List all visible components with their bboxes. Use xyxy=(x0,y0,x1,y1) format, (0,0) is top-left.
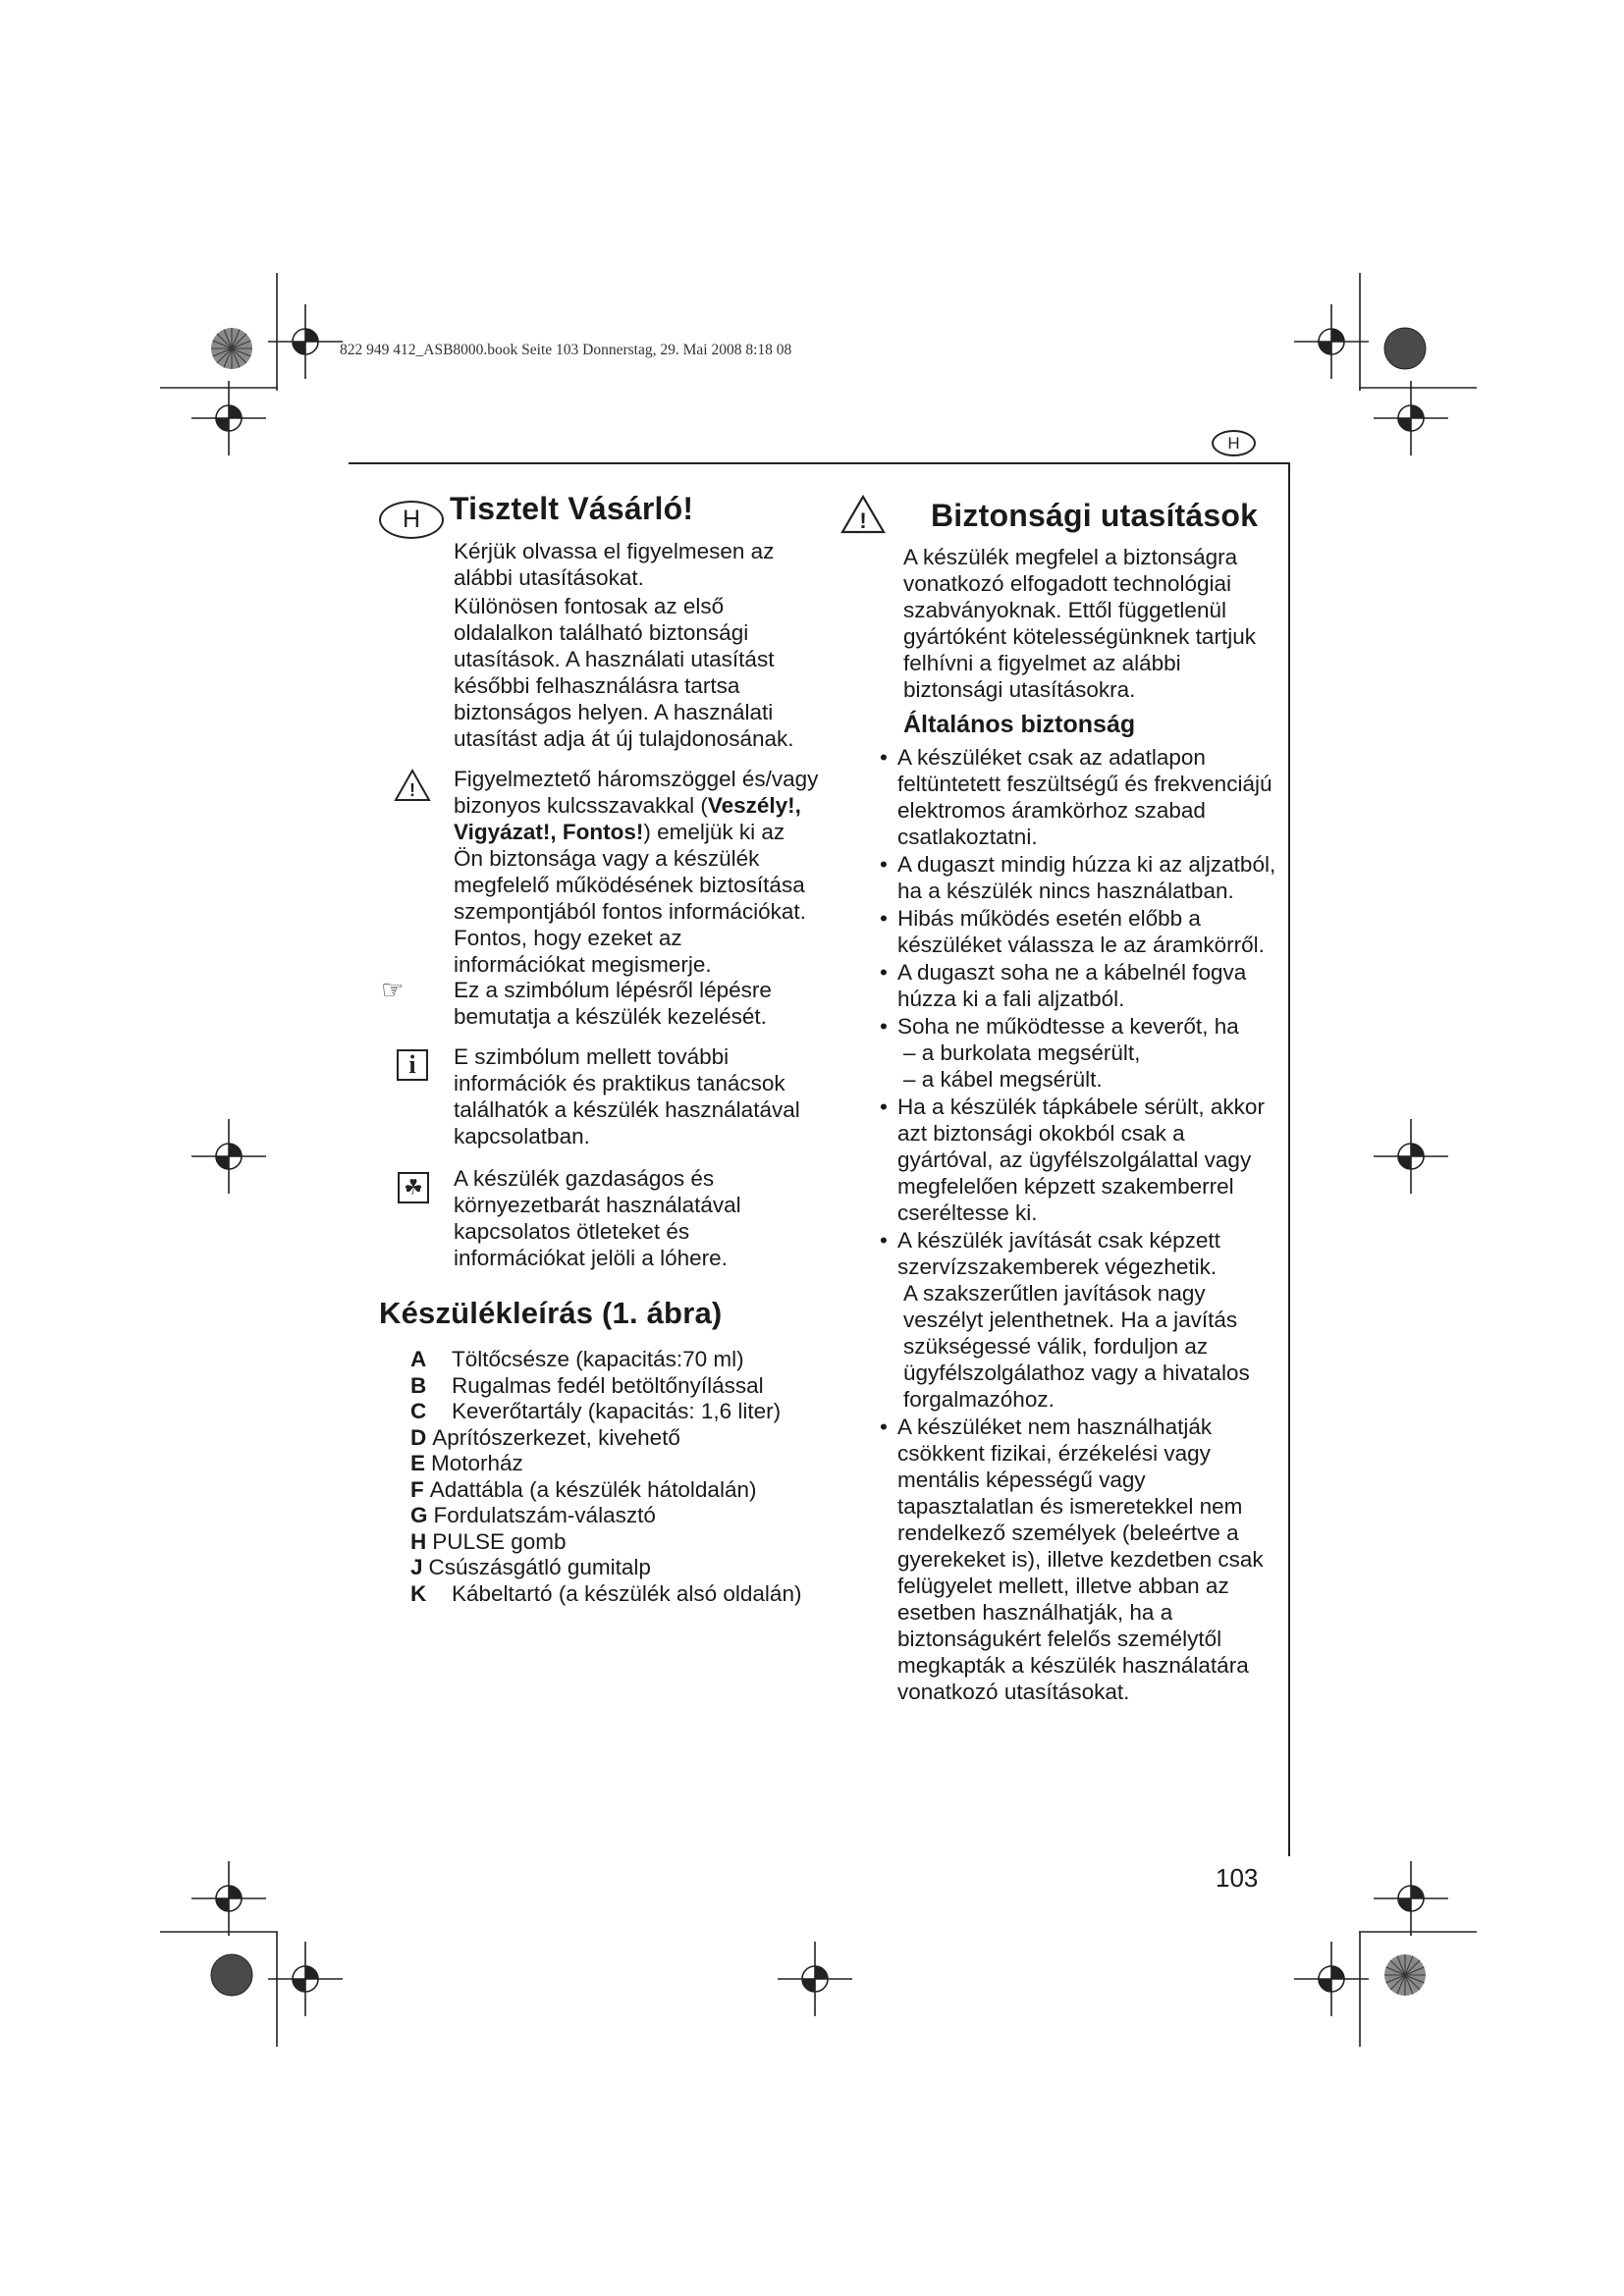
sub-item: – a kábel megsérült. xyxy=(903,1067,1103,1092)
list-item: F Adattábla (a készülék hátoldalán) xyxy=(410,1476,757,1502)
warning-paragraph: Figyelmeztető háromszöggel és/vagy bizonyos kulcsszavakkal (Veszély!, Vigyázat!, Fontos!) emeljük ki az Ön biztonsága vagy a készülék megfelelő működésének biztosítása szempontjából fontos információkat. Fontos, hogy ezeket az információkat megismerje. xyxy=(454,767,819,977)
safety-title: Biztonsági utasítások xyxy=(931,498,1259,533)
svg-text:!: ! xyxy=(409,780,415,800)
list-item: G Fordulatszám-választó xyxy=(410,1503,656,1527)
page-title: Tisztelt Vásárló! xyxy=(450,491,694,526)
country-badge: H xyxy=(1212,430,1256,456)
list-item: K Kábeltartó (a készülék alsó oldalán) xyxy=(410,1580,802,1606)
svg-text:!: ! xyxy=(859,508,867,533)
list-item: J Csúszásgátló gumitalp xyxy=(410,1555,651,1579)
file-info: 822 949 412_ASB8000.book Seite 103 Donnerstag, 29. Mai 2008 8:18 08 xyxy=(340,342,792,358)
list-item: H PULSE gomb xyxy=(410,1528,567,1554)
general-safety-subtitle: Általános biztonság xyxy=(903,711,1136,738)
list-item: • Soha ne működtesse a keverőt, ha xyxy=(880,1014,1239,1039)
intro-paragraph-1: Kérjük olvassa el figyelmesen az alábbi utasításokat. xyxy=(454,539,775,590)
eco-symbol-paragraph: A készülék gazdaságos és környezetbarát használatával kapcsolatos ötleteket és információkat jelöli a lóhere. xyxy=(454,1166,741,1270)
list-item: C Keverőtartály (kapacitás: 1,6 liter) xyxy=(410,1399,782,1423)
page-number: 103 xyxy=(1216,1863,1259,1893)
info-symbol-paragraph: E szimbólum mellett további információk és praktikus tanácsok találhatók a készülék használatával kapcsolatban. xyxy=(454,1044,800,1148)
list-item: B Rugalmas fedél betöltőnyílással xyxy=(410,1372,764,1398)
safety-warning-icon xyxy=(839,494,887,535)
right-rule xyxy=(1288,462,1290,1856)
list-item: • Hibás működés esetén előbb a készüléket válassza le az áramkörről. xyxy=(880,906,1265,957)
warning-triangle-icon xyxy=(393,768,432,803)
safety-bullets xyxy=(880,744,1276,1705)
warning-keywords: Veszély!, Vigyázat!, Fontos! xyxy=(454,793,801,844)
intro-paragraph-2: Különösen fontosak az első oldalalkon található biztonsági utasítások. A használati utasítást későbbi felhasználásra tartsa biztonságos helyen. A használati utasítást adja át új tulajdonosának. xyxy=(454,594,794,751)
parts-list xyxy=(410,1347,833,1607)
list-item: • A készülék javítását csak képzett szervízszakemberek végezhetik. xyxy=(880,1228,1220,1279)
top-rule xyxy=(349,462,1289,464)
sub-item: – a burkolata megsérült, xyxy=(903,1041,1141,1065)
language-badge: H xyxy=(379,501,444,539)
list-item: • A készüléket csak az adatlapon feltüntetett feszültségű és frekvenciájú elektromos áramkörhoz szabad csatlakoztatni. xyxy=(880,745,1272,849)
pointing-hand-icon: ☞ xyxy=(381,976,405,1005)
list-item: A Töltőcsésze (kapacitás:70 ml) xyxy=(410,1347,744,1371)
hand-symbol-paragraph: Ez a szimbólum lépésről lépésre bemutatja a készülék kezelését. xyxy=(454,978,772,1029)
list-item: D Aprítószerkezet, kivehető xyxy=(410,1424,680,1450)
list-item: • Ha a készülék tápkábele sérült, akkor azt biztonsági okokból csak a gyártóval, az ügyfélszolgálattal vagy megfelelően képzett szakemberrel cseréltesse ki. xyxy=(880,1095,1265,1225)
list-item: • A dugaszt mindig húzza ki az aljzatból, ha a készülék nincs használatban. xyxy=(880,852,1276,903)
device-description-title: Készülékleírás (1. ábra) xyxy=(379,1296,723,1330)
list-item: E Motorház xyxy=(410,1451,523,1475)
list-item: • A készüléket nem használhatják csökkent fizikai, érzékelési vagy mentális képességű vagy tapasztalatlan és ismeretekkel nem rendelkező személyek (beleértve a gyerekeket is), illetve kezdetben csak felügyelet mellett, illetve abban az esetben használhatják, ha a biztonságukért felelős személytől megkapták a készülék használatára vonatkozó utasításokat. xyxy=(880,1415,1264,1704)
clover-icon: ☘ xyxy=(398,1172,429,1203)
info-icon: i xyxy=(397,1049,428,1081)
safety-intro: A készülék megfelel a biztonságra vonatkozó elfogadott technológiai szabványoknak. Ettől függetlenül gyártóként kötelességünknek tartjuk felhívni a figyelmet az alábbi biztonsági utasításokra. xyxy=(903,545,1256,702)
list-item: • A dugaszt soha ne a kábelnél fogva húzza ki a fali aljzatból. xyxy=(880,960,1247,1011)
repair-note: A szakszerűtlen javítások nagy veszélyt jelenthetnek. Ha a javítás szükségessé válik, forduljon az ügyfélszolgálathoz vagy a hivatalos forgalmazóhoz. xyxy=(903,1281,1250,1412)
